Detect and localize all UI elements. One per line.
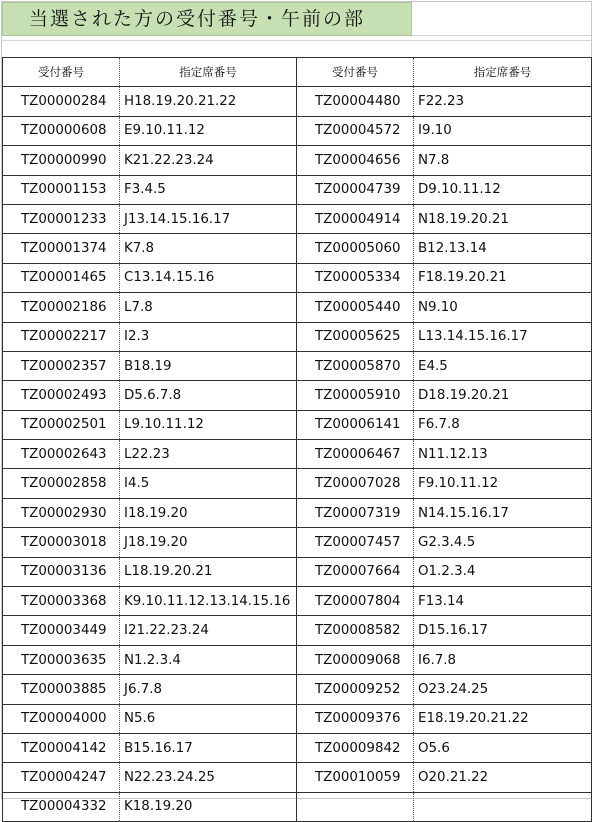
header-right-id: 受付番号 [297, 58, 414, 87]
left-id-cell: TZ00003885 [3, 675, 120, 704]
left-id-cell: TZ00002357 [3, 351, 120, 380]
left-id-cell: TZ00000990 [3, 146, 120, 175]
right-id-cell: TZ00009068 [297, 645, 414, 674]
left-seat-cell: I18.19.20 [120, 498, 297, 527]
left-seat-cell: E9.10.11.12 [120, 116, 297, 145]
left-seat-cell: J13.14.15.16.17 [120, 204, 297, 233]
right-id-cell: TZ00010059 [297, 763, 414, 792]
right-id-cell [297, 792, 414, 821]
left-id-cell: TZ00001465 [3, 263, 120, 292]
left-seat-cell: I4.5 [120, 469, 297, 498]
left-seat-cell: B18.19 [120, 351, 297, 380]
left-seat-cell: K9.10.11.12.13.14.15.16 [120, 587, 297, 616]
table-row [3, 116, 592, 145]
left-seat-cell: B15.16.17 [120, 733, 297, 762]
right-seat-cell: O23.24.25 [414, 675, 592, 704]
right-seat-cell: I6.7.8 [414, 645, 592, 674]
table-row [3, 234, 592, 263]
table-row [3, 146, 592, 175]
left-id-cell: TZ00003368 [3, 587, 120, 616]
left-seat-cell: J6.7.8 [120, 675, 297, 704]
right-id-cell: TZ00007319 [297, 498, 414, 527]
table-row [3, 351, 592, 380]
left-seat-cell: K18.19.20 [120, 792, 297, 821]
right-seat-cell: B12.13.14 [414, 234, 592, 263]
left-id-cell: TZ00004142 [3, 733, 120, 762]
left-id-cell: TZ00002643 [3, 440, 120, 469]
right-id-cell: TZ00007664 [297, 557, 414, 586]
right-id-cell: TZ00004656 [297, 146, 414, 175]
header-left-id: 受付番号 [3, 58, 120, 87]
table-row [3, 263, 592, 292]
table-row [3, 675, 592, 704]
left-id-cell: TZ00002217 [3, 322, 120, 351]
right-id-cell: TZ00005334 [297, 263, 414, 292]
left-id-cell: TZ00003018 [3, 528, 120, 557]
table-row [3, 792, 592, 821]
right-id-cell: TZ00008582 [297, 616, 414, 645]
title-empty-cell [412, 2, 591, 36]
right-id-cell: TZ00006467 [297, 440, 414, 469]
right-seat-cell: D9.10.11.12 [414, 175, 592, 204]
left-id-cell: TZ00001374 [3, 234, 120, 263]
table-row [3, 293, 592, 322]
left-seat-cell: I21.22.23.24 [120, 616, 297, 645]
table-row [3, 557, 592, 586]
right-id-cell: TZ00009842 [297, 733, 414, 762]
left-id-cell: TZ00003635 [3, 645, 120, 674]
blank-row-divider [2, 40, 591, 41]
left-id-cell: TZ00002930 [3, 498, 120, 527]
left-seat-cell: K21.22.23.24 [120, 146, 297, 175]
right-id-cell: TZ00005910 [297, 381, 414, 410]
left-id-cell: TZ00004000 [3, 704, 120, 733]
header-row [3, 58, 592, 87]
right-seat-cell: I9.10 [414, 116, 592, 145]
right-seat-cell: D18.19.20.21 [414, 381, 592, 410]
right-id-cell: TZ00005870 [297, 351, 414, 380]
left-seat-cell: L22.23 [120, 440, 297, 469]
page-title: 当選された方の受付番号・午前の部 [2, 2, 412, 36]
left-id-cell: TZ00002186 [3, 293, 120, 322]
right-id-cell: TZ00004914 [297, 204, 414, 233]
right-id-cell: TZ00004572 [297, 116, 414, 145]
right-id-cell: TZ00005060 [297, 234, 414, 263]
left-seat-cell: L18.19.20.21 [120, 557, 297, 586]
table-row [3, 616, 592, 645]
left-seat-cell: I2.3 [120, 322, 297, 351]
left-id-cell: TZ00001233 [3, 204, 120, 233]
left-id-cell: TZ00003449 [3, 616, 120, 645]
table-row [3, 587, 592, 616]
table-row [3, 704, 592, 733]
right-id-cell: TZ00005440 [297, 293, 414, 322]
right-id-cell: TZ00005625 [297, 322, 414, 351]
left-seat-cell: N22.23.24.25 [120, 763, 297, 792]
right-seat-cell: E4.5 [414, 351, 592, 380]
right-seat-cell: F22.23 [414, 87, 592, 116]
table-row [3, 528, 592, 557]
right-seat-cell: L13.14.15.16.17 [414, 322, 592, 351]
table-row [3, 498, 592, 527]
right-id-cell: TZ00007028 [297, 469, 414, 498]
left-seat-cell: F3.4.5 [120, 175, 297, 204]
right-seat-cell: N14.15.16.17 [414, 498, 592, 527]
right-seat-cell: F18.19.20.21 [414, 263, 592, 292]
table-row [3, 87, 592, 116]
right-id-cell: TZ00007804 [297, 587, 414, 616]
left-seat-cell: D5.6.7.8 [120, 381, 297, 410]
left-seat-cell: H18.19.20.21.22 [120, 87, 297, 116]
right-seat-cell: E18.19.20.21.22 [414, 704, 592, 733]
left-seat-cell: K7.8 [120, 234, 297, 263]
right-seat-cell: N9.10 [414, 293, 592, 322]
table-row [3, 469, 592, 498]
right-seat-cell: G2.3.4.5 [414, 528, 592, 557]
left-id-cell: TZ00004247 [3, 763, 120, 792]
right-id-cell: TZ00007457 [297, 528, 414, 557]
right-seat-cell: F13.14 [414, 587, 592, 616]
table-row [3, 763, 592, 792]
header-left-seat: 指定席番号 [120, 58, 297, 87]
table-row [3, 440, 592, 469]
left-id-cell: TZ00002493 [3, 381, 120, 410]
right-seat-cell: F9.10.11.12 [414, 469, 592, 498]
left-id-cell: TZ00004332 [3, 792, 120, 821]
left-seat-cell: N5.6 [120, 704, 297, 733]
right-id-cell: TZ00009252 [297, 675, 414, 704]
winners-table [2, 57, 592, 822]
right-seat-cell: O20.21.22 [414, 763, 592, 792]
table-row [3, 322, 592, 351]
left-id-cell: TZ00002501 [3, 410, 120, 439]
header-right-seat: 指定席番号 [414, 58, 592, 87]
right-seat-cell: N18.19.20.21 [414, 204, 592, 233]
table-row [3, 645, 592, 674]
right-id-cell: TZ00004739 [297, 175, 414, 204]
right-seat-cell: N11.12.13 [414, 440, 592, 469]
left-id-cell: TZ00000608 [3, 116, 120, 145]
right-seat-cell: N7.8 [414, 146, 592, 175]
table-row [3, 410, 592, 439]
table-row [3, 204, 592, 233]
right-seat-cell: D15.16.17 [414, 616, 592, 645]
left-id-cell: TZ00003136 [3, 557, 120, 586]
left-id-cell: TZ00000284 [3, 87, 120, 116]
table-row [3, 733, 592, 762]
table-row [3, 175, 592, 204]
right-seat-cell: F6.7.8 [414, 410, 592, 439]
left-seat-cell: L7.8 [120, 293, 297, 322]
left-id-cell: TZ00002858 [3, 469, 120, 498]
right-seat-cell: O5.6 [414, 733, 592, 762]
right-id-cell: TZ00009376 [297, 704, 414, 733]
left-seat-cell: N1.2.3.4 [120, 645, 297, 674]
left-seat-cell: J18.19.20 [120, 528, 297, 557]
right-seat-cell: O1.2.3.4 [414, 557, 592, 586]
left-seat-cell: L9.10.11.12 [120, 410, 297, 439]
table-row [3, 381, 592, 410]
right-seat-cell [414, 792, 592, 821]
left-seat-cell: C13.14.15.16 [120, 263, 297, 292]
right-id-cell: TZ00006141 [297, 410, 414, 439]
right-id-cell: TZ00004480 [297, 87, 414, 116]
left-id-cell: TZ00001153 [3, 175, 120, 204]
